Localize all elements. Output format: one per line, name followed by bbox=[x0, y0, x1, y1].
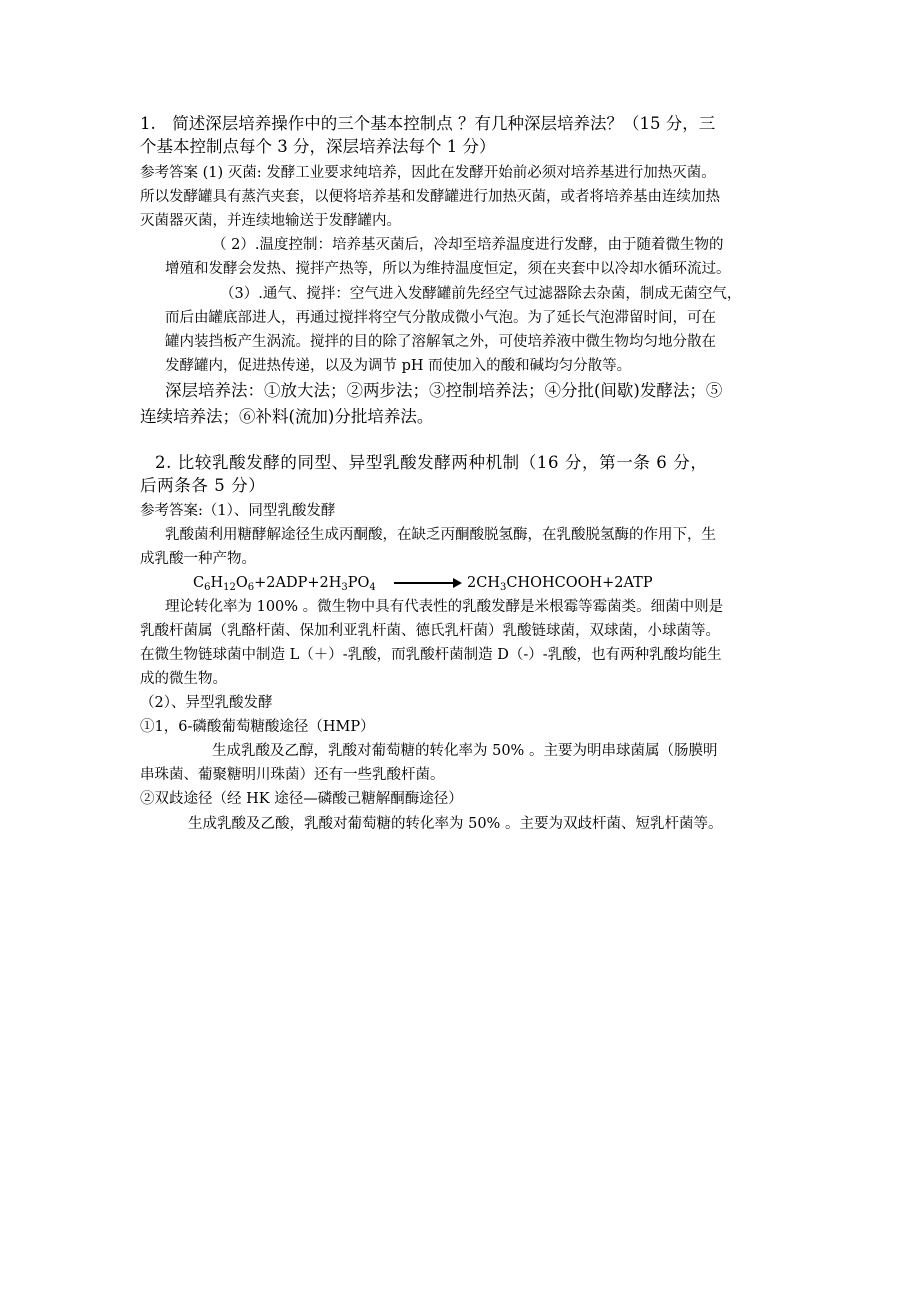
q2-hetero-heading: （2）、异型乳酸发酵 bbox=[140, 695, 273, 711]
q1-aeration-line-3: 罐内装挡板产生涡流。搅拌的目的除了溶解氧之外，可使培养液中微生物均匀地分散在 bbox=[165, 334, 716, 350]
q2-bifid-line-1: 生成乳酸及乙酸，乳酸对葡萄糖的转化率为 50% 。主要为双歧杆菌、短乳杆菌等。 bbox=[188, 816, 723, 832]
q2-hmp-line-2: 串珠菌、葡聚糖明川珠菌）还有一些乳酸杆菌。 bbox=[140, 767, 445, 783]
q2-title-line-2: 后两条各 5 分） bbox=[140, 476, 266, 495]
q2-conversion-line-4: 成的微生物。 bbox=[140, 671, 227, 687]
q2-hmp-heading: ①1，6-磷酸葡萄糖酸途径（HMP） bbox=[140, 719, 375, 735]
reaction-arrow-icon bbox=[394, 578, 462, 588]
q1-deep-culture-line-2: 连续培养法；⑥补料(流加)分批培养法。 bbox=[140, 407, 434, 426]
q1-deep-culture-line-1: 深层培养法：①放大法；②两步法；③控制培养法；④分批(间歇)发酵法；⑤ bbox=[165, 381, 723, 400]
reaction-rhs: $2CH_3CHOHCOOH+2ATP$ bbox=[467, 575, 653, 593]
q1-temp-line-2: 增殖和发酵会发热、搅拌产热等，所以为维持温度恒定，须在夹套中以冷却水循环流过。 bbox=[165, 261, 731, 277]
q1-title-line-1: 1. 简述深层培养操作中的三个基本控制点 ？有几种深层培养法？（15 分，三 bbox=[140, 114, 716, 133]
q1-temp-line-1: （ 2）.温度控制：培养基灭菌后，冷却至培养温度进行发酵，由于随着微生物的 bbox=[212, 237, 724, 253]
q1-aeration-line-2: 而后由罐底部进人，再通过搅拌将空气分散成微小气泡。为了延长气泡滞留时间，可在 bbox=[165, 310, 716, 326]
q2-conversion-line-1: 理论转化率为 100% 。微生物中具有代表性的乳酸发酵是米根霉等霉菌类。细菌中则是 bbox=[165, 599, 724, 615]
q1-aeration-line-4: 发酵罐内，促进热传递，以及为调节 pH 而使加入的酸和碱均匀分散等。 bbox=[165, 358, 632, 374]
q2-title-line-1: 2. 比较乳酸发酵的同型、异型乳酸发酵两种机制（16 分，第一条 6 分， bbox=[155, 453, 708, 472]
q1-title-line-2: 个基本控制点每个 3 分，深层培养法每个 1 分） bbox=[140, 137, 496, 156]
q2-conversion-line-3: 在微生物链球菌中制造 L（＋）-乳酸，而乳酸杆菌制造 D（-）-乳酸，也有两种乳酸均能生 bbox=[140, 647, 722, 663]
q1-answer-line-3: 灭菌器灭菌，并连续地输送于发酵罐内。 bbox=[140, 213, 401, 229]
q2-conversion-line-2: 乳酸杆菌属（乳酪杆菌、保加利亚乳杆菌、德氏乳杆菌）乳酸链球菌，双球菌，小球菌等。 bbox=[140, 623, 720, 639]
q2-answer-heading: 参考答案:（1）、同型乳酸发酵 bbox=[140, 503, 336, 519]
q1-aeration-line-1: （3）.通气、搅拌：空气进入发酵罐前先经空气过滤器除去杂菌，制成无菌空气， bbox=[220, 286, 742, 302]
q2-hmp-line-1: 生成乳酸及乙醇，乳酸对葡萄糖的转化率为 50% 。主要为明串球菌属（肠膜明 bbox=[212, 743, 718, 759]
q2-bifid-heading: ②双歧途径（经 HK 途径—磷酸己糖解酮酶途径） bbox=[140, 791, 463, 807]
q1-answer-line-1: 参考答案 (1) 灭菌: 发酵工业要求纯培养，因此在发酵开始前必须对培养基进行加热灭菌。 bbox=[140, 165, 716, 181]
q1-answer-line-2: 所以发酵罐具有蒸汽夹套，以便将培养基和发酵罐进行加热灭菌，或者将培养基由连续加热 bbox=[140, 189, 720, 205]
q2-homo-line-1: 乳酸菌利用糖酵解途径生成丙酮酸，在缺乏丙酮酸脱氢酶，在乳酸脱氢酶的作用下，生 bbox=[165, 527, 716, 543]
reaction-lhs: $C_6H_{12}O_6+2ADP+2H_3PO_4$ bbox=[193, 575, 376, 593]
q2-homo-line-2: 成乳酸一种产物。 bbox=[140, 551, 256, 567]
